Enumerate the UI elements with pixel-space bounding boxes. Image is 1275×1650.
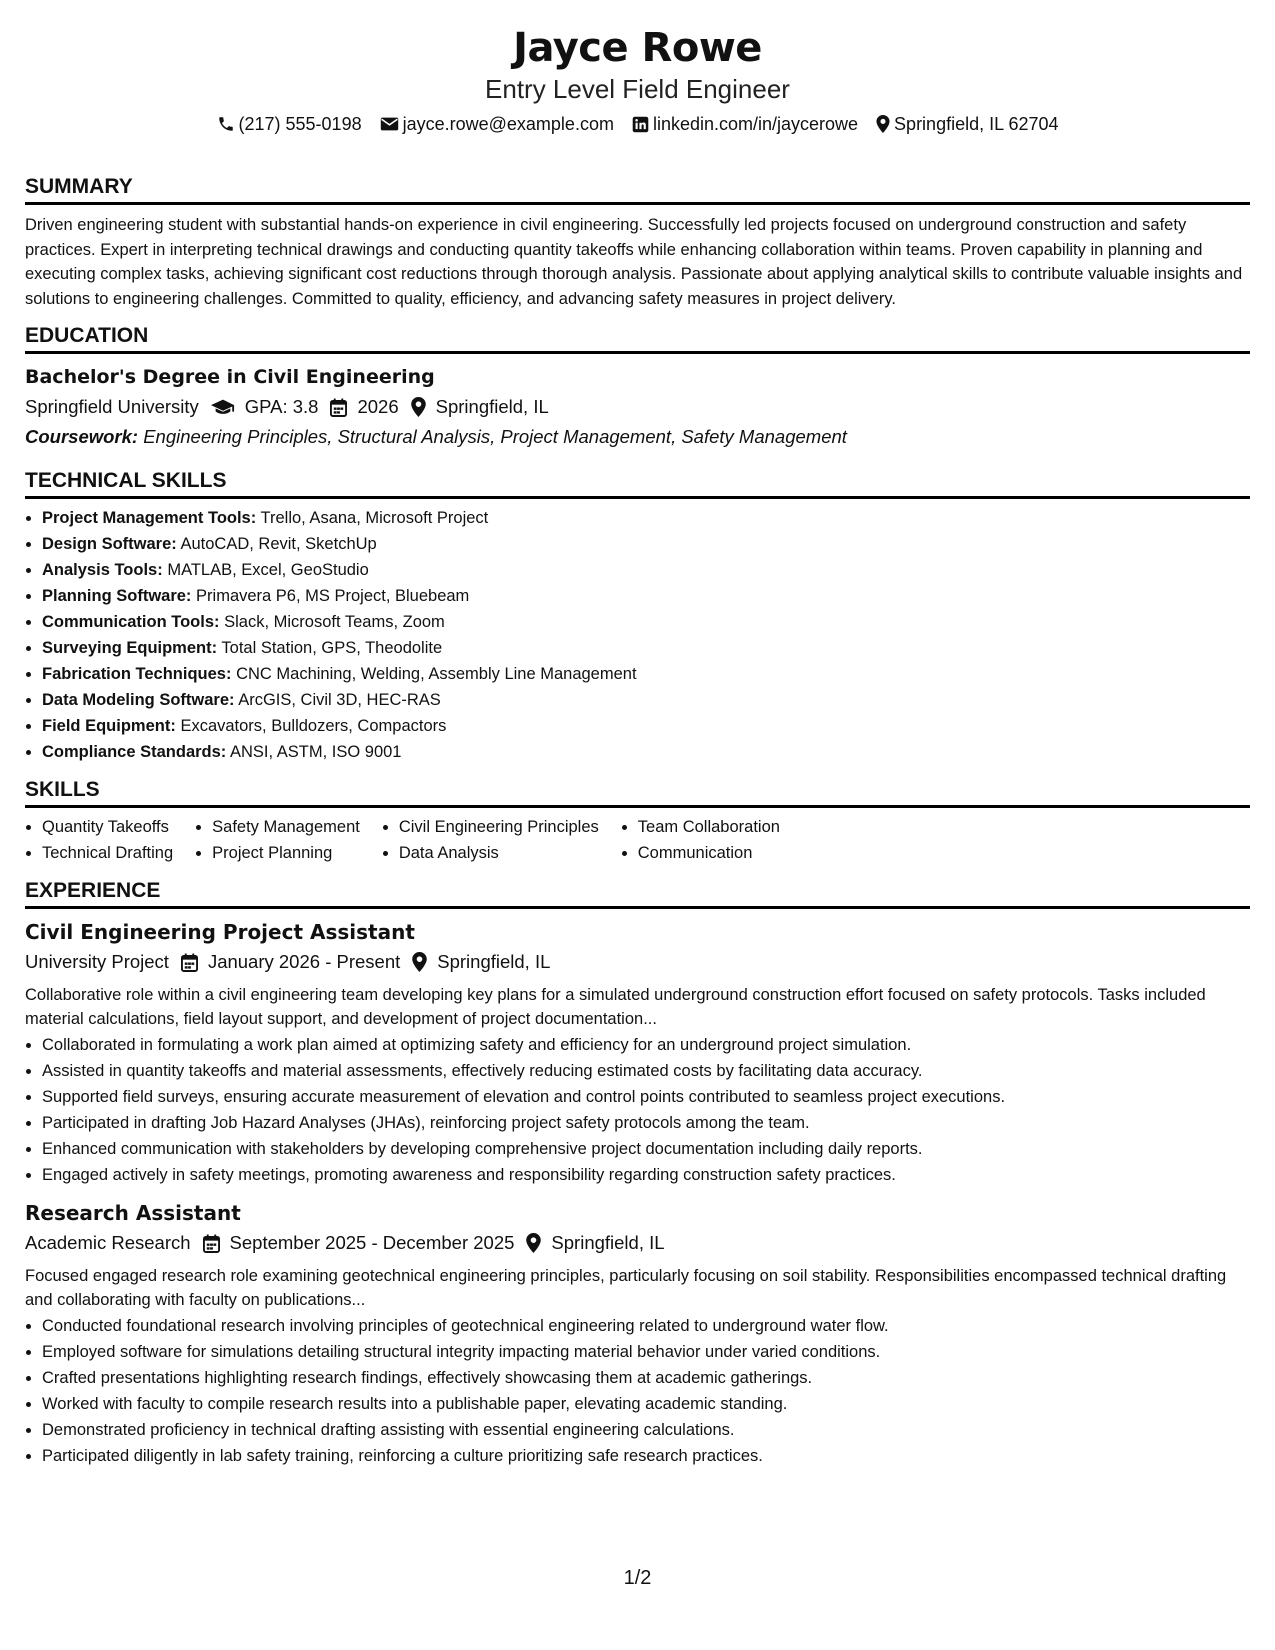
school-name: Springfield University xyxy=(25,396,199,417)
list-item: • Participated in drafting Job Hazard Analyses (JHAs), reinforcing project safety protocols among the team. xyxy=(42,1110,1250,1136)
coursework-line xyxy=(25,424,1250,450)
skill-value: Trello, Asana, Microsoft Project xyxy=(260,509,489,527)
job-description: Focused engaged research role examining geotechnical engineering principles, particularly focusing on soil stability. Responsibilities encompassed technical drafting and collaborating with faculty on publications... xyxy=(25,1267,1227,1309)
education-meta xyxy=(25,393,1250,421)
map-pin-icon xyxy=(411,397,426,417)
skills-section xyxy=(25,777,1250,866)
map-pin-icon xyxy=(526,1233,541,1253)
skills-column xyxy=(621,814,780,866)
list-item: • Participated diligently in lab safety training, reinforcing a culture prioritizing safe research practices. xyxy=(42,1443,1250,1469)
job-meta xyxy=(25,1229,1250,1257)
job-org: Academic Research xyxy=(25,1232,191,1253)
skill-value: AutoCAD, Revit, SketchUp xyxy=(180,535,377,553)
list-item xyxy=(42,661,1250,687)
degree-title: Bachelor's Degree in Civil Engineering xyxy=(25,366,435,388)
list-item: • Assisted in quantity takeoffs and material assessments, effectively reducing estimated costs by facilitating data accuracy. xyxy=(42,1058,1250,1084)
list-item: • Worked with faculty to compile research results into a publishable paper, elevating academic standing. xyxy=(42,1391,1250,1417)
list-item: • Safety Management xyxy=(212,814,360,840)
list-item: • Supported field surveys, ensuring accurate measurement of elevation and control points contributed to seamless project executions. xyxy=(42,1084,1250,1110)
skill-label: Communication Tools: xyxy=(42,613,220,631)
job-title: Civil Engineering Project Assistant xyxy=(25,920,415,944)
skill-label: Project Management Tools: xyxy=(42,509,257,527)
job-description: Collaborative role within a civil engineering team developing key plans for a simulated underground construction effort focused on safety protocols. Tasks included material calculations, field layout support, and development of project documentation... xyxy=(25,986,1206,1028)
technical-skills-list xyxy=(25,505,1250,765)
candidate-role: Entry Level Field Engineer xyxy=(485,74,790,104)
location-text: Springfield, IL 62704 xyxy=(894,114,1059,134)
list-item xyxy=(42,609,1250,635)
map-pin-icon xyxy=(876,115,890,133)
resume-header xyxy=(25,0,1250,136)
technical-skills-section xyxy=(25,468,1250,765)
list-item xyxy=(42,531,1250,557)
job-entry xyxy=(25,919,1250,1188)
technical-skills-heading: TECHNICAL SKILLS xyxy=(25,468,1250,499)
skill-label: Data Modeling Software: xyxy=(42,691,235,709)
experience-heading: EXPERIENCE xyxy=(25,878,1250,909)
skill-value: Primavera P6, MS Project, Bluebeam xyxy=(196,587,470,605)
list-item: • Conducted foundational research involving principles of geotechnical engineering related to underground water flow. xyxy=(42,1313,1250,1339)
map-pin-icon xyxy=(412,952,427,972)
coursework-label: Coursework: xyxy=(25,426,139,447)
phone-icon xyxy=(217,115,235,133)
skills-column xyxy=(25,814,173,866)
skill-value: ArcGIS, Civil 3D, HEC-RAS xyxy=(238,691,441,709)
list-item: • Team Collaboration xyxy=(638,814,780,840)
list-item: • Employed software for simulations detailing structural integrity impacting material behavior under varied conditions. xyxy=(42,1339,1250,1365)
skill-label: Planning Software: xyxy=(42,587,192,605)
linkedin-link[interactable]: linkedin.com/in/jaycerowe xyxy=(652,114,859,134)
list-item: • Technical Drafting xyxy=(42,840,173,866)
list-item: • Data Analysis xyxy=(399,840,599,866)
skill-value: Slack, Microsoft Teams, Zoom xyxy=(224,613,445,631)
page-number: 1/2 xyxy=(623,1567,652,1589)
list-item: • Project Planning xyxy=(212,840,360,866)
skill-label: Surveying Equipment: xyxy=(42,639,218,657)
skill-value: Total Station, GPS, Theodolite xyxy=(221,639,443,657)
summary-text: Driven engineering student with substantial hands-on experience in civil engineering. Successfully led projects focused on underground construction and safety practices. Expert in interpreting technical drawings and conducting quantity takeoffs while enhancing collaboration within teams. Proven capability in planning and executing complex tasks, achieving significant cost reductions through thorough analysis. Passionate about applying analytical skills to contribute valuable insights and solutions to engineering challenges. Committed to quality, efficiency, and advancing safety measures in project delivery. xyxy=(25,216,1243,308)
job-bullets xyxy=(25,1313,1250,1469)
envelope-icon xyxy=(380,116,399,132)
list-item: • Quantity Takeoffs xyxy=(42,814,173,840)
email-link[interactable]: jayce.rowe@example.com xyxy=(402,114,614,134)
job-location: Springfield, IL xyxy=(437,951,551,972)
job-entry xyxy=(25,1200,1250,1469)
skills-column xyxy=(382,814,599,866)
gpa-value: GPA: 3.8 xyxy=(244,396,319,417)
list-item xyxy=(42,687,1250,713)
skills-heading: SKILLS xyxy=(25,777,1250,808)
list-item: • Crafted presentations highlighting research findings, effectively showcasing them at academic gatherings. xyxy=(42,1365,1250,1391)
skill-value: ANSI, ASTM, ISO 9001 xyxy=(229,743,402,761)
graduation-year: 2026 xyxy=(357,396,399,417)
list-item: • Civil Engineering Principles xyxy=(399,814,599,840)
summary-heading: SUMMARY xyxy=(25,174,1250,205)
job-dates: January 2026 - Present xyxy=(207,951,401,972)
skill-value: CNC Machining, Welding, Assembly Line Management xyxy=(236,665,637,683)
list-item: • Communication xyxy=(638,840,780,866)
list-item: • Collaborated in formulating a work plan aimed at optimizing safety and efficiency for an underground project simulation. xyxy=(42,1032,1250,1058)
skill-label: Field Equipment: xyxy=(42,717,176,735)
skill-label: Design Software: xyxy=(42,535,177,553)
summary-section xyxy=(25,174,1250,311)
list-item: • Engaged actively in safety meetings, promoting awareness and responsibility regarding construction safety practices. xyxy=(42,1162,1250,1188)
skill-value: Excavators, Bulldozers, Compactors xyxy=(180,717,447,735)
list-item xyxy=(42,635,1250,661)
skill-label: Analysis Tools: xyxy=(42,561,163,579)
job-dates: September 2025 - December 2025 xyxy=(229,1232,515,1253)
calendar-icon xyxy=(181,953,198,972)
list-item: • Demonstrated proficiency in technical drafting assisting with essential engineering calculations. xyxy=(42,1417,1250,1443)
calendar-icon xyxy=(330,398,347,417)
skill-label: Fabrication Techniques: xyxy=(42,665,232,683)
skill-value: MATLAB, Excel, GeoStudio xyxy=(167,561,369,579)
job-title: Research Assistant xyxy=(25,1201,241,1225)
coursework-list: Engineering Principles, Structural Analysis, Project Management, Safety Management xyxy=(143,426,847,447)
skill-label: Compliance Standards: xyxy=(42,743,227,761)
phone-number[interactable]: (217) 555-0198 xyxy=(238,114,362,134)
education-section xyxy=(25,323,1250,450)
list-item xyxy=(42,583,1250,609)
skills-grid xyxy=(25,814,1250,866)
education-heading: EDUCATION xyxy=(25,323,1250,354)
list-item xyxy=(42,739,1250,765)
contact-bar xyxy=(25,112,1250,136)
list-item xyxy=(42,713,1250,739)
contact-phone xyxy=(217,112,362,136)
contact-email xyxy=(380,112,614,136)
list-item xyxy=(42,505,1250,531)
graduation-cap-icon xyxy=(211,398,235,416)
calendar-icon xyxy=(203,1234,220,1253)
list-item: • Enhanced communication with stakeholders by developing comprehensive project documentation including daily reports. xyxy=(42,1136,1250,1162)
job-bullets xyxy=(25,1032,1250,1188)
linkedin-icon xyxy=(632,116,649,133)
job-org: University Project xyxy=(25,951,169,972)
contact-linkedin xyxy=(632,112,858,136)
experience-section xyxy=(25,878,1250,1469)
list-item xyxy=(42,557,1250,583)
skills-column xyxy=(195,814,360,866)
candidate-name: Jayce Rowe xyxy=(513,25,762,71)
school-location: Springfield, IL xyxy=(435,396,549,417)
contact-location xyxy=(876,112,1058,136)
job-location: Springfield, IL xyxy=(551,1232,665,1253)
job-meta xyxy=(25,948,1250,976)
